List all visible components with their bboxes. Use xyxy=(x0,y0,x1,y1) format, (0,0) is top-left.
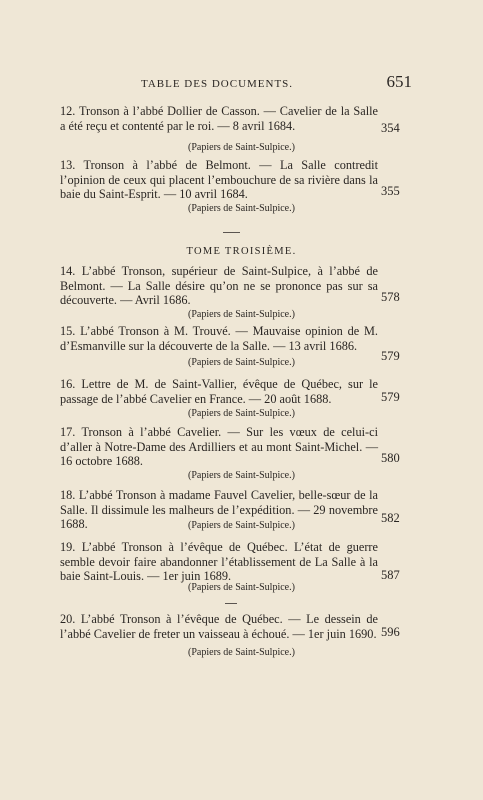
entry-page-ref: 596 xyxy=(381,625,400,639)
page-number: 651 xyxy=(386,72,412,91)
entry-page-ref: 580 xyxy=(381,451,400,465)
header-title: TABLE DES DOCUMENTS. xyxy=(141,78,294,90)
entry-source: (Papiers de Saint-Sulpice.) xyxy=(188,357,295,368)
entry-source: (Papiers de Saint-Sulpice.) xyxy=(188,520,295,531)
toc-entry: 17. Tronson à l’abbé Cavelier. — Sur les vœux de celui-ci d’aller à Notre-Dame des Ardilliers et au mont Saint-Michel. — 16 octobre 1688. xyxy=(60,425,378,469)
entry-page-ref: 587 xyxy=(381,568,400,582)
entry-source: (Papiers de Saint-Sulpice.) xyxy=(188,142,295,153)
toc-entry: 16. Lettre de M. de Saint-Vallier, évêque de Québec, sur le passage de l’abbé Cavelier en France. — 20 août 1688. xyxy=(60,377,378,406)
entry-source: (Papiers de Saint-Sulpice.) xyxy=(188,408,295,419)
entry-source: (Papiers de Saint-Sulpice.) xyxy=(188,647,295,658)
entry-source: (Papiers de Saint-Sulpice.) xyxy=(188,203,295,214)
toc-entry: 20. L’abbé Tronson à l’évêque de Québec. — Le dessein de l’abbé Cavelier de freter un vaisseau à échoué. — 1er juin 1690. xyxy=(60,612,378,641)
divider-rule xyxy=(225,603,237,604)
section-heading: TOME TROISIÈME. xyxy=(186,246,297,257)
toc-entry: 15. L’abbé Tronson à M. Trouvé. — Mauvaise opinion de M. d’Esmanville sur la découverte de la Salle. — 13 avril 1686. xyxy=(60,324,378,353)
entry-page-ref: 579 xyxy=(381,390,400,404)
toc-entry: 13. Tronson à l’abbé de Belmont. — La Salle contredit l’opinion de ceux qui placent l’embouchure de sa rivière dans la baie du Saint-Esprit. — 10 avril 1684. xyxy=(60,158,378,202)
divider-rule xyxy=(223,232,240,233)
entry-source: (Papiers de Saint-Sulpice.) xyxy=(188,309,295,320)
entry-source: (Papiers de Saint-Sulpice.) xyxy=(188,582,295,593)
entry-page-ref: 582 xyxy=(381,511,400,525)
toc-entry: 19. L’abbé Tronson à l’évêque de Québec. L’état de guerre semble devoir faire abandonner l’établissement de La Salle à la baie Saint-Louis. — 1er juin 1689. xyxy=(60,540,378,584)
entry-page-ref: 578 xyxy=(381,290,400,304)
entry-page-ref: 355 xyxy=(381,184,400,198)
toc-entry: 14. L’abbé Tronson, supérieur de Saint-Sulpice, à l’abbé de Belmont. — La Salle désire qu’on ne se prononce pas sur sa découverte. — Avril 1686. xyxy=(60,264,378,308)
entry-page-ref: 354 xyxy=(381,121,400,135)
entry-source: (Papiers de Saint-Sulpice.) xyxy=(188,470,295,481)
toc-entry: 12. Tronson à l’abbé Dollier de Casson. — Cavelier de la Salle a été reçu et contenté par le roi. — 8 avril 1684. xyxy=(60,104,378,133)
toc-entry: 18. L’abbé Tronson à madame Fauvel Cavelier, belle-sœur de la Salle. Il dissimule les malheurs de l’expédition. — 29 novembre 1688. xyxy=(60,488,378,532)
entry-page-ref: 579 xyxy=(381,349,400,363)
